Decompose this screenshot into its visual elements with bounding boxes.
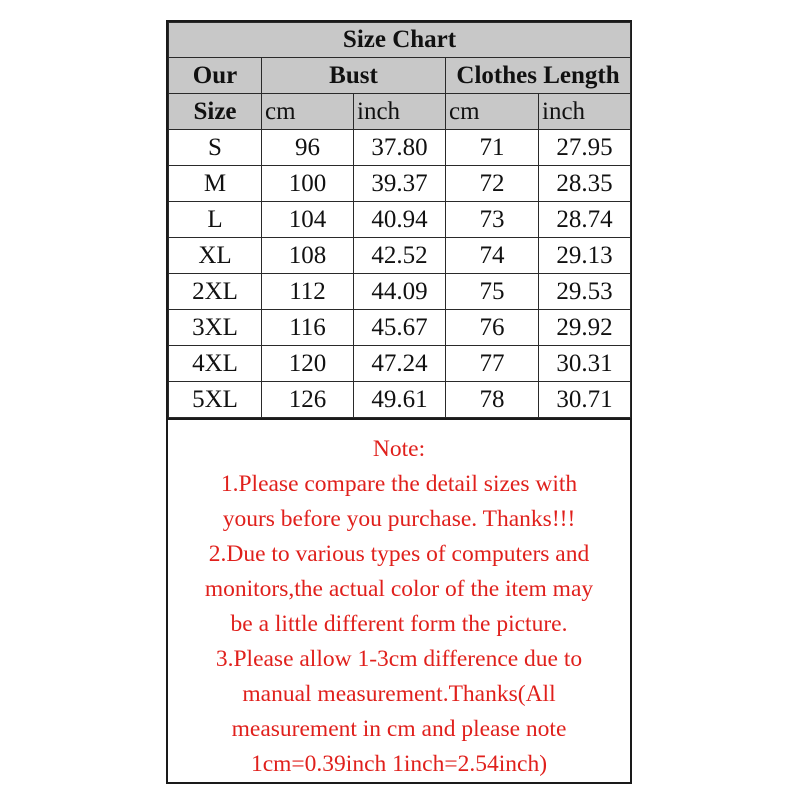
length-inch-cell: 30.71 (539, 382, 631, 418)
bust-inch-cell: 47.24 (354, 346, 446, 382)
length-cm-cell: 73 (446, 202, 539, 238)
bust-cm-cell: 100 (262, 166, 354, 202)
note-line: 1.Please compare the detail sizes with (220, 471, 578, 497)
length-inch-header: inch (539, 94, 631, 130)
size-cell: S (169, 130, 262, 166)
size-cell: 2XL (169, 274, 262, 310)
note-line: 1cm=0.39inch 1inch=2.54inch) (250, 751, 548, 777)
length-inch-cell: 29.92 (539, 310, 631, 346)
length-inch-cell: 29.53 (539, 274, 631, 310)
bust-header: Bust (262, 58, 446, 94)
table-row (169, 238, 631, 274)
table-title: Size Chart (169, 23, 631, 58)
bust-cm-cell: 108 (262, 238, 354, 274)
size-header-line1: Our (169, 58, 262, 94)
length-cm-cell: 74 (446, 238, 539, 274)
length-cm-cell: 71 (446, 130, 539, 166)
size-cell: 3XL (169, 310, 262, 346)
bust-cm-cell: 126 (262, 382, 354, 418)
length-cm-cell: 77 (446, 346, 539, 382)
table-row (169, 310, 631, 346)
length-cm-cell: 75 (446, 274, 539, 310)
clothes-length-header: Clothes Length (446, 58, 631, 94)
note-line: be a little different form the picture. (230, 611, 568, 637)
bust-cm-cell: 116 (262, 310, 354, 346)
length-cm-header: cm (446, 94, 539, 130)
note-heading: Note: (372, 436, 426, 462)
note-line: yours before you purchase. Thanks!!! (222, 506, 576, 532)
bust-cm-cell: 96 (262, 130, 354, 166)
note-line: measurement in cm and please note (231, 716, 567, 742)
size-chart-sheet (166, 20, 632, 784)
length-cm-cell: 78 (446, 382, 539, 418)
bust-inch-cell: 45.67 (354, 310, 446, 346)
size-cell: 5XL (169, 382, 262, 418)
size-cell: M (169, 166, 262, 202)
bust-inch-header: inch (354, 94, 446, 130)
note-line: manual measurement.Thanks(All (242, 681, 556, 707)
length-inch-cell: 28.35 (539, 166, 631, 202)
bust-inch-cell: 37.80 (354, 130, 446, 166)
size-cell: XL (169, 238, 262, 274)
note-line: monitors,the actual color of the item may (204, 576, 594, 602)
bust-inch-cell: 42.52 (354, 238, 446, 274)
table-row (169, 202, 631, 238)
length-inch-cell: 29.13 (539, 238, 631, 274)
table-row (169, 346, 631, 382)
bust-cm-header: cm (262, 94, 354, 130)
bust-cm-cell: 104 (262, 202, 354, 238)
size-header-line2: Size (169, 94, 262, 130)
bust-inch-cell: 44.09 (354, 274, 446, 310)
bust-cm-cell: 120 (262, 346, 354, 382)
size-cell: L (169, 202, 262, 238)
table-row (169, 382, 631, 418)
length-inch-cell: 27.95 (539, 130, 631, 166)
length-inch-cell: 28.74 (539, 202, 631, 238)
table-row (169, 166, 631, 202)
table-row (169, 130, 631, 166)
bust-inch-cell: 49.61 (354, 382, 446, 418)
bust-inch-cell: 40.94 (354, 202, 446, 238)
size-chart-table (168, 22, 631, 418)
note-line: 3.Please allow 1-3cm difference due to (215, 646, 583, 672)
length-cm-cell: 76 (446, 310, 539, 346)
note-section (168, 418, 630, 782)
bust-inch-cell: 39.37 (354, 166, 446, 202)
bust-cm-cell: 112 (262, 274, 354, 310)
size-cell: 4XL (169, 346, 262, 382)
length-cm-cell: 72 (446, 166, 539, 202)
table-row (169, 274, 631, 310)
length-inch-cell: 30.31 (539, 346, 631, 382)
note-line: 2.Due to various types of computers and (208, 541, 590, 567)
